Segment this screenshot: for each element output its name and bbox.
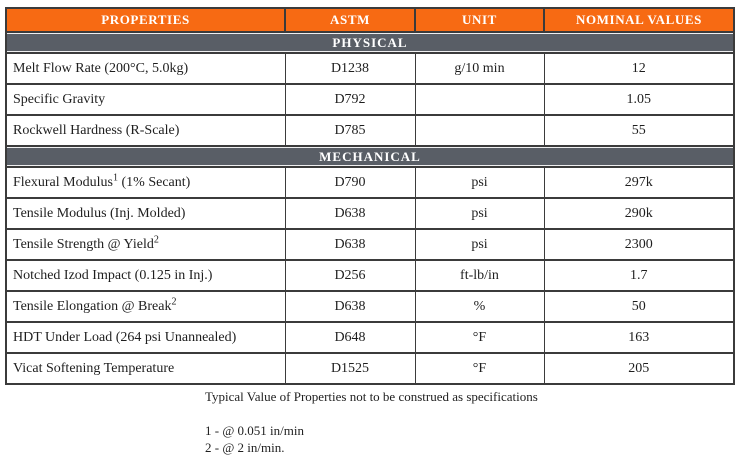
footnote-marker: 1 — [112, 171, 118, 183]
table-row — [6, 229, 734, 260]
table-row — [6, 353, 734, 384]
column-header-unit: UNIT — [415, 8, 544, 32]
unit-cell: °F — [415, 322, 544, 353]
footnotes — [205, 422, 304, 456]
column-header-astm: ASTM — [285, 8, 415, 32]
table-row — [6, 167, 734, 198]
table-row — [6, 260, 734, 291]
unit-cell: psi — [415, 198, 544, 229]
astm-cell: D1525 — [285, 353, 415, 384]
column-header-properties: PROPERTIES — [6, 8, 285, 32]
footnote-1: 1 - @ 0.051 in/min — [205, 423, 304, 438]
astm-cell: D790 — [285, 167, 415, 198]
nominal-value-cell: 1.05 — [544, 84, 734, 115]
unit-cell: ft-lb/in — [415, 260, 544, 291]
unit-cell: °F — [415, 353, 544, 384]
astm-cell: D648 — [285, 322, 415, 353]
nominal-value-cell: 205 — [544, 353, 734, 384]
unit-cell: g/10 min — [415, 53, 544, 84]
nominal-value-cell: 55 — [544, 115, 734, 146]
footnote-2: 2 - @ 2 in/min. — [205, 440, 285, 455]
astm-cell: D638 — [285, 198, 415, 229]
property-cell: Flexural Modulus$^1$ (1% Secant) — [6, 167, 285, 198]
table-row — [6, 322, 734, 353]
footnote-marker: 2 — [171, 295, 177, 307]
section-row-physical — [6, 32, 734, 53]
unit-cell: psi — [415, 229, 544, 260]
section-row-mechanical — [6, 146, 734, 167]
property-cell: Notched Izod Impact (0.125 in Inj.) — [6, 260, 285, 291]
astm-cell: D256 — [285, 260, 415, 291]
disclaimer-note: Typical Value of Properties not to be construed as specifications — [205, 389, 538, 404]
nominal-value-cell: 290k — [544, 198, 734, 229]
unit-cell: % — [415, 291, 544, 322]
property-cell: Melt Flow Rate (200°C, 5.0kg) — [6, 53, 285, 84]
properties-table — [5, 7, 735, 385]
property-cell: Tensile Modulus (Inj. Molded) — [6, 198, 285, 229]
property-cell: Vicat Softening Temperature — [6, 353, 285, 384]
property-cell: HDT Under Load (264 psi Unannealed) — [6, 322, 285, 353]
nominal-value-cell: 12 — [544, 53, 734, 84]
nominal-value-cell: 297k — [544, 167, 734, 198]
table-row — [6, 115, 734, 146]
section-label: MECHANICAL — [6, 146, 734, 167]
unit-cell: psi — [415, 167, 544, 198]
astm-cell: D638 — [285, 291, 415, 322]
astm-cell: D1238 — [285, 53, 415, 84]
nominal-value-cell: 50 — [544, 291, 734, 322]
property-cell: Rockwell Hardness (R-Scale) — [6, 115, 285, 146]
unit-cell — [415, 115, 544, 146]
table-row — [6, 53, 734, 84]
nominal-value-cell: 1.7 — [544, 260, 734, 291]
astm-cell: D792 — [285, 84, 415, 115]
table-row — [6, 291, 734, 322]
unit-cell — [415, 84, 544, 115]
section-label: PHYSICAL — [6, 32, 734, 53]
property-cell: Tensile Elongation @ Break$^2$ — [6, 291, 285, 322]
footnote-marker: 2 — [153, 233, 159, 245]
column-header-nominal-values: NOMINAL VALUES — [544, 8, 734, 32]
astm-cell: D785 — [285, 115, 415, 146]
nominal-value-cell: 163 — [544, 322, 734, 353]
table-row — [6, 84, 734, 115]
table-header-row — [6, 8, 734, 32]
table-row — [6, 198, 734, 229]
property-cell: Specific Gravity — [6, 84, 285, 115]
nominal-value-cell: 2300 — [544, 229, 734, 260]
property-cell: Tensile Strength @ Yield$^2$ — [6, 229, 285, 260]
astm-cell: D638 — [285, 229, 415, 260]
